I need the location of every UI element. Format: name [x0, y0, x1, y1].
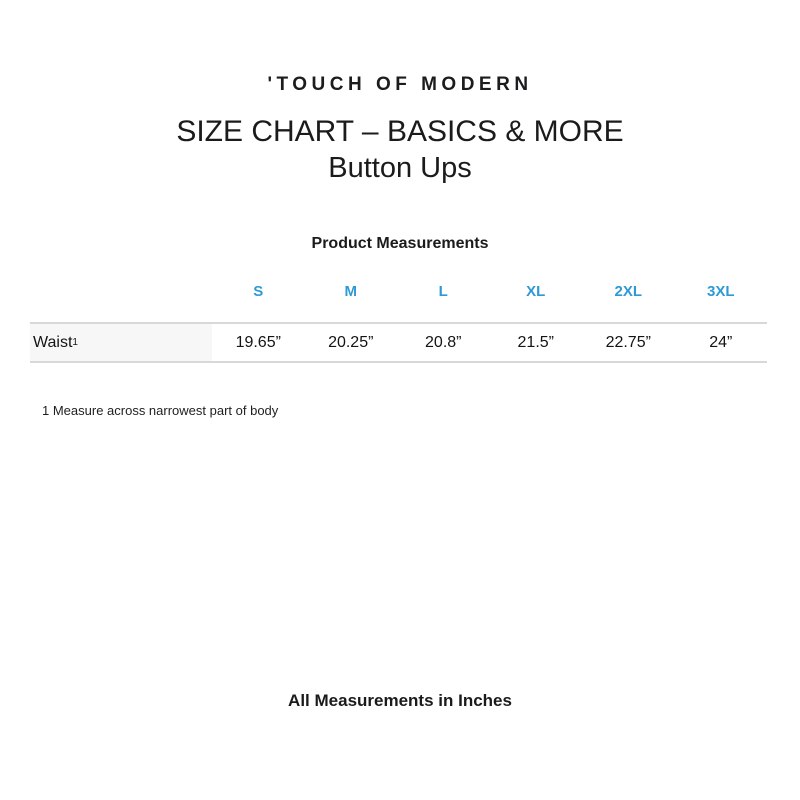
waist-value-s: 19.65” [235, 333, 281, 351]
table-row-waist [30, 322, 767, 363]
footer-note: All Measurements in Inches [288, 691, 512, 710]
size-table [30, 0, 767, 800]
footnote-marker: 1 [72, 336, 78, 348]
page-title: SIZE CHART – BASICS & MORE [176, 115, 624, 148]
waist-value-m: 20.25” [328, 333, 374, 351]
waist-value-3xl: 24” [709, 333, 733, 351]
size-header-row [30, 281, 767, 303]
row-label-text: Waist [33, 333, 73, 351]
section-label: Product Measurements [311, 235, 489, 252]
size-column-header-xl: XL [526, 283, 546, 300]
waist-value-2xl: 22.75” [605, 333, 651, 351]
size-column-header-s: S [253, 283, 264, 300]
footnote: 1 Measure across narrowest part of body [42, 403, 279, 418]
size-column-header-2xl: 2XL [614, 283, 642, 300]
size-column-header-m: M [344, 283, 357, 300]
waist-value-xl: 21.5” [517, 333, 554, 351]
size-column-header-l: L [438, 283, 448, 300]
brand-logo: 'TOUCH OF MODERN [267, 74, 533, 95]
waist-value-l: 20.8” [425, 333, 462, 351]
page-subtitle: Button Ups [328, 152, 472, 184]
size-column-header-3xl: 3XL [706, 283, 735, 300]
row-label-waist [30, 324, 212, 361]
